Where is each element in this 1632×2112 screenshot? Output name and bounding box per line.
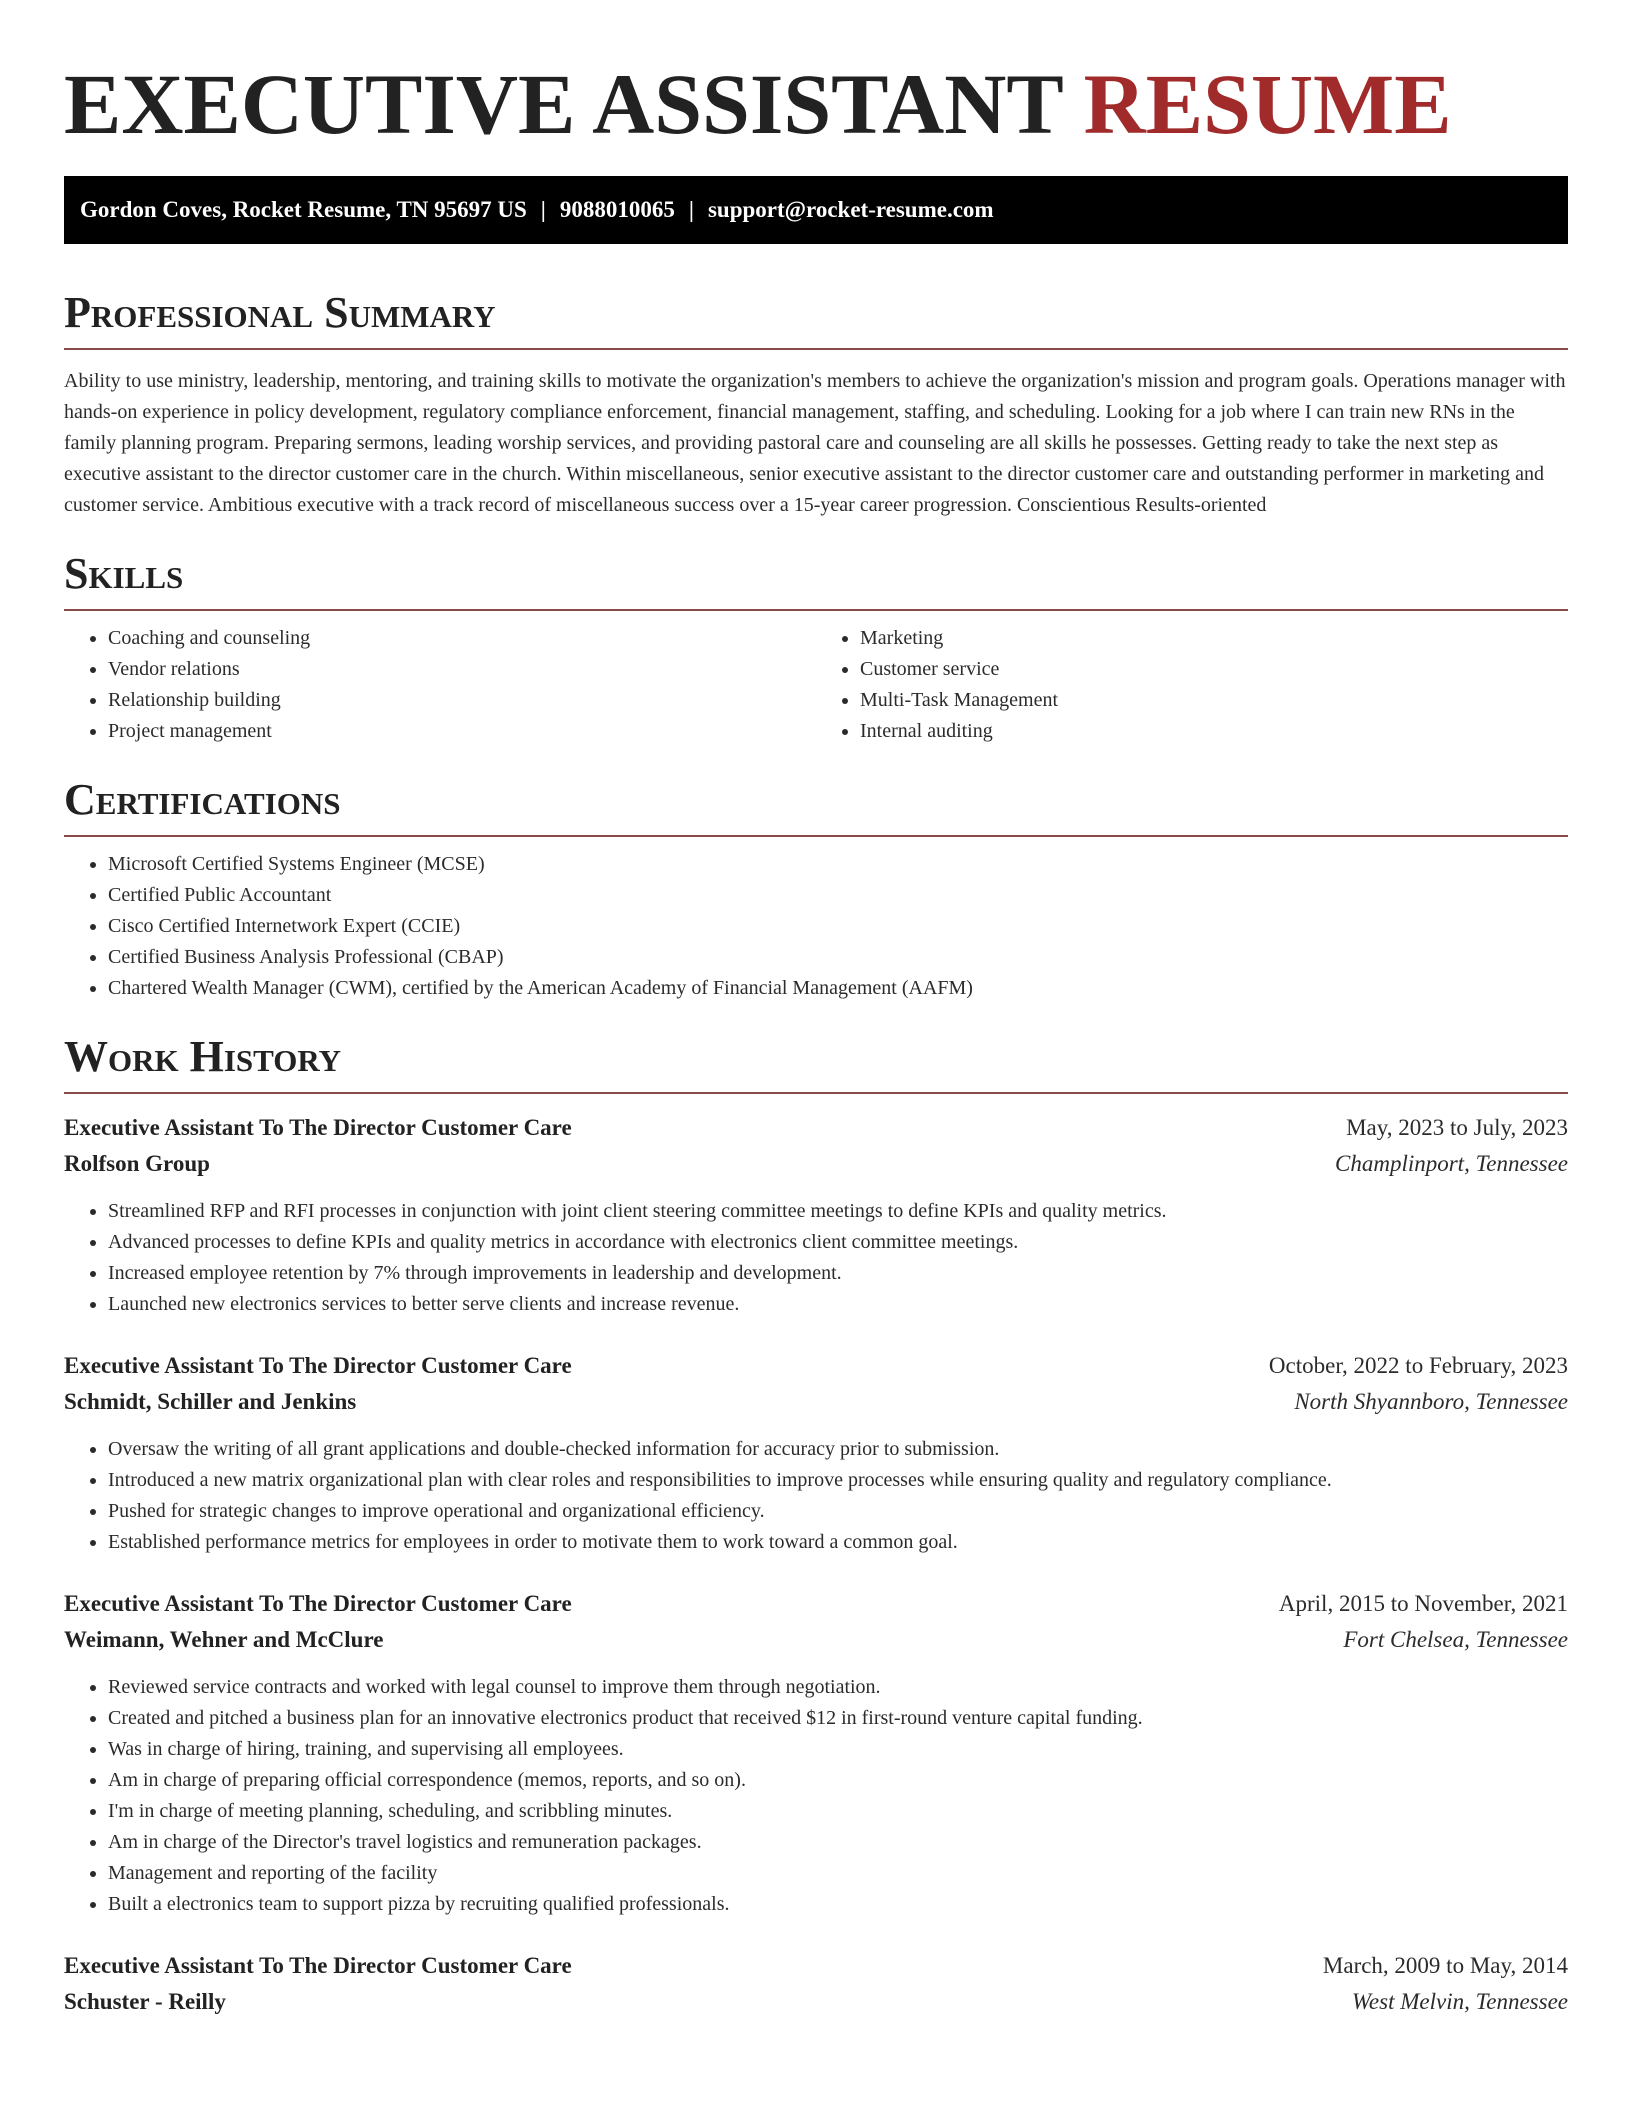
job-title: Executive Assistant To The Director Customer Care: [64, 1953, 572, 1978]
certification-item: • Certified Business Analysis Professional (CBAP): [108, 942, 1568, 973]
job-bullet: • Pushed for strategic changes to improve operational and organizational efficiency.: [108, 1496, 1568, 1527]
job-location: Fort Chelsea, Tennessee: [1343, 1627, 1568, 1652]
contact-separator: |: [688, 197, 694, 222]
skill-item: • Internal auditing: [860, 716, 1568, 747]
skills-list-left: [64, 623, 816, 747]
skill-item: • Vendor relations: [108, 654, 816, 685]
job-entry: [64, 1586, 1568, 1920]
job-dates: October, 2022 to February, 2023: [1268, 1353, 1568, 1378]
contact-address: Gordon Coves, Rocket Resume, TN 95697 US: [80, 197, 527, 222]
job-bullet: • Am in charge of preparing official correspondence (memos, reports, and so on).: [108, 1765, 1568, 1796]
job-title: Executive Assistant To The Director Customer Care: [64, 1115, 572, 1140]
job-header: [64, 1586, 1568, 1622]
job-bullet: • Advanced processes to define KPIs and quality metrics in accordance with electronics client committee meetings.: [108, 1227, 1568, 1258]
job-company: Rolfson Group: [64, 1151, 210, 1176]
job-title: Executive Assistant To The Director Customer Care: [64, 1353, 572, 1378]
job-entry: [64, 1110, 1568, 1320]
section-heading-certifications: Certifications: [64, 775, 341, 824]
contact-phone: 9088010065: [559, 197, 675, 222]
job-dates: May, 2023 to July, 2023: [1346, 1115, 1568, 1140]
section-heading-skills: Skills: [64, 549, 184, 598]
job-bullet: • Built a electronics team to support pizza by recruiting qualified professionals.: [108, 1889, 1568, 1920]
job-bullet: • Created and pitched a business plan for an innovative electronics product that received $12 in first-round venture capital funding.: [108, 1703, 1568, 1734]
job-location: West Melvin, Tennessee: [1351, 1989, 1568, 2014]
job-company: Schmidt, Schiller and Jenkins: [64, 1389, 357, 1414]
certification-item: • Cisco Certified Internetwork Expert (CCIE): [108, 911, 1568, 942]
job-bullet: • Management and reporting of the facility: [108, 1858, 1568, 1889]
job-location: North Shyannboro, Tennessee: [1294, 1389, 1568, 1414]
skill-item: • Relationship building: [108, 685, 816, 716]
skill-item: • Multi-Task Management: [860, 685, 1568, 716]
job-entry: [64, 1348, 1568, 1558]
skill-item: • Project management: [108, 716, 816, 747]
job-header: [64, 1110, 1568, 1146]
certification-item: • Microsoft Certified Systems Engineer (MCSE): [108, 849, 1568, 880]
skills-section: [64, 549, 1568, 747]
certifications-list: [64, 849, 1568, 1004]
title-main: EXECUTIVE ASSISTANT: [64, 56, 1063, 152]
job-company: Weimann, Wehner and McClure: [64, 1627, 384, 1652]
certification-item: • Chartered Wealth Manager (CWM), certified by the American Academy of Financial Management (AAFM): [108, 973, 1568, 1004]
resume-page: [64, 0, 1568, 2020]
job-bullet: • Streamlined RFP and RFI processes in conjunction with joint client steering committee meetings to define KPIs and quality metrics.: [108, 1196, 1568, 1227]
job-bullet: • Was in charge of hiring, training, and supervising all employees.: [108, 1734, 1568, 1765]
certification-item: • Certified Public Accountant: [108, 880, 1568, 911]
section-heading-summary: Professional Summary: [64, 288, 496, 337]
title-accent: RESUME: [1083, 56, 1452, 152]
job-bullet: • I'm in charge of meeting planning, scheduling, and scribbling minutes.: [108, 1796, 1568, 1827]
job-bullets: [64, 1434, 1568, 1558]
contact-separator: |: [540, 197, 546, 222]
job-subheader: [64, 1984, 1568, 2020]
job-dates: March, 2009 to May, 2014: [1322, 1953, 1568, 1978]
job-bullet: • Introduced a new matrix organizational plan with clear roles and responsibilities to improve processes while ensuring quality and regulatory compliance.: [108, 1465, 1568, 1496]
job-bullet: • Launched new electronics services to better serve clients and increase revenue.: [108, 1289, 1568, 1320]
work-history-section: [64, 1032, 1568, 2020]
job-header: [64, 1948, 1568, 1984]
section-heading-work-history: Work History: [64, 1032, 342, 1081]
resume-title: [64, 56, 1568, 152]
job-bullet: • Am in charge of the Director's travel logistics and remuneration packages.: [108, 1827, 1568, 1858]
job-subheader: [64, 1384, 1568, 1420]
job-header: [64, 1348, 1568, 1384]
job-dates: April, 2015 to November, 2021: [1278, 1591, 1568, 1616]
job-company: Schuster - Reilly: [64, 1989, 226, 2014]
job-bullet: • Increased employee retention by 7% through improvements in leadership and development.: [108, 1258, 1568, 1289]
job-title: Executive Assistant To The Director Customer Care: [64, 1591, 572, 1616]
skills-list-right: [816, 623, 1568, 747]
job-bullet: • Established performance metrics for employees in order to motivate them to work toward a common goal.: [108, 1527, 1568, 1558]
summary-section: [64, 288, 1568, 521]
job-entry: [64, 1948, 1568, 2020]
job-bullet: • Reviewed service contracts and worked with legal counsel to improve them through negotiation.: [108, 1672, 1568, 1703]
job-subheader: [64, 1146, 1568, 1182]
job-subheader: [64, 1622, 1568, 1658]
contact-email: support@rocket-resume.com: [707, 197, 994, 222]
skill-item: • Marketing: [860, 623, 1568, 654]
job-bullets: [64, 1672, 1568, 1920]
contact-bar: [64, 176, 1568, 244]
job-location: Champlinport, Tennessee: [1335, 1151, 1568, 1176]
section-divider: [64, 1092, 1568, 1094]
certifications-section: [64, 775, 1568, 1004]
job-bullets: [64, 1196, 1568, 1320]
skills-grid: [64, 611, 1568, 747]
skill-item: • Coaching and counseling: [108, 623, 816, 654]
skill-item: • Customer service: [860, 654, 1568, 685]
summary-text: Ability to use ministry, leadership, mentoring, and training skills to motivate the organization's members to achieve the organization's mission and program goals. Operations manager with hands-on experience in policy development, regulatory compliance enforcement, financial management, staffing, and scheduling. Looking for a job where I can train new RNs in the family planning program. Preparing sermons, leading worship services, and providing pastoral care and counseling are all skills he possesses. Getting ready to take the next step as executive assistant to the director customer care in the church. Within miscellaneous, senior executive assistant to the director customer care and outstanding performer in marketing and customer service. Ambitious executive with a track record of miscellaneous success over a 15-year career progression. Conscientious Results-oriented: [64, 370, 1566, 516]
job-bullet: • Oversaw the writing of all grant applications and double-checked information for accuracy prior to submission.: [108, 1434, 1568, 1465]
section-divider: [64, 348, 1568, 350]
section-divider: [64, 835, 1568, 837]
